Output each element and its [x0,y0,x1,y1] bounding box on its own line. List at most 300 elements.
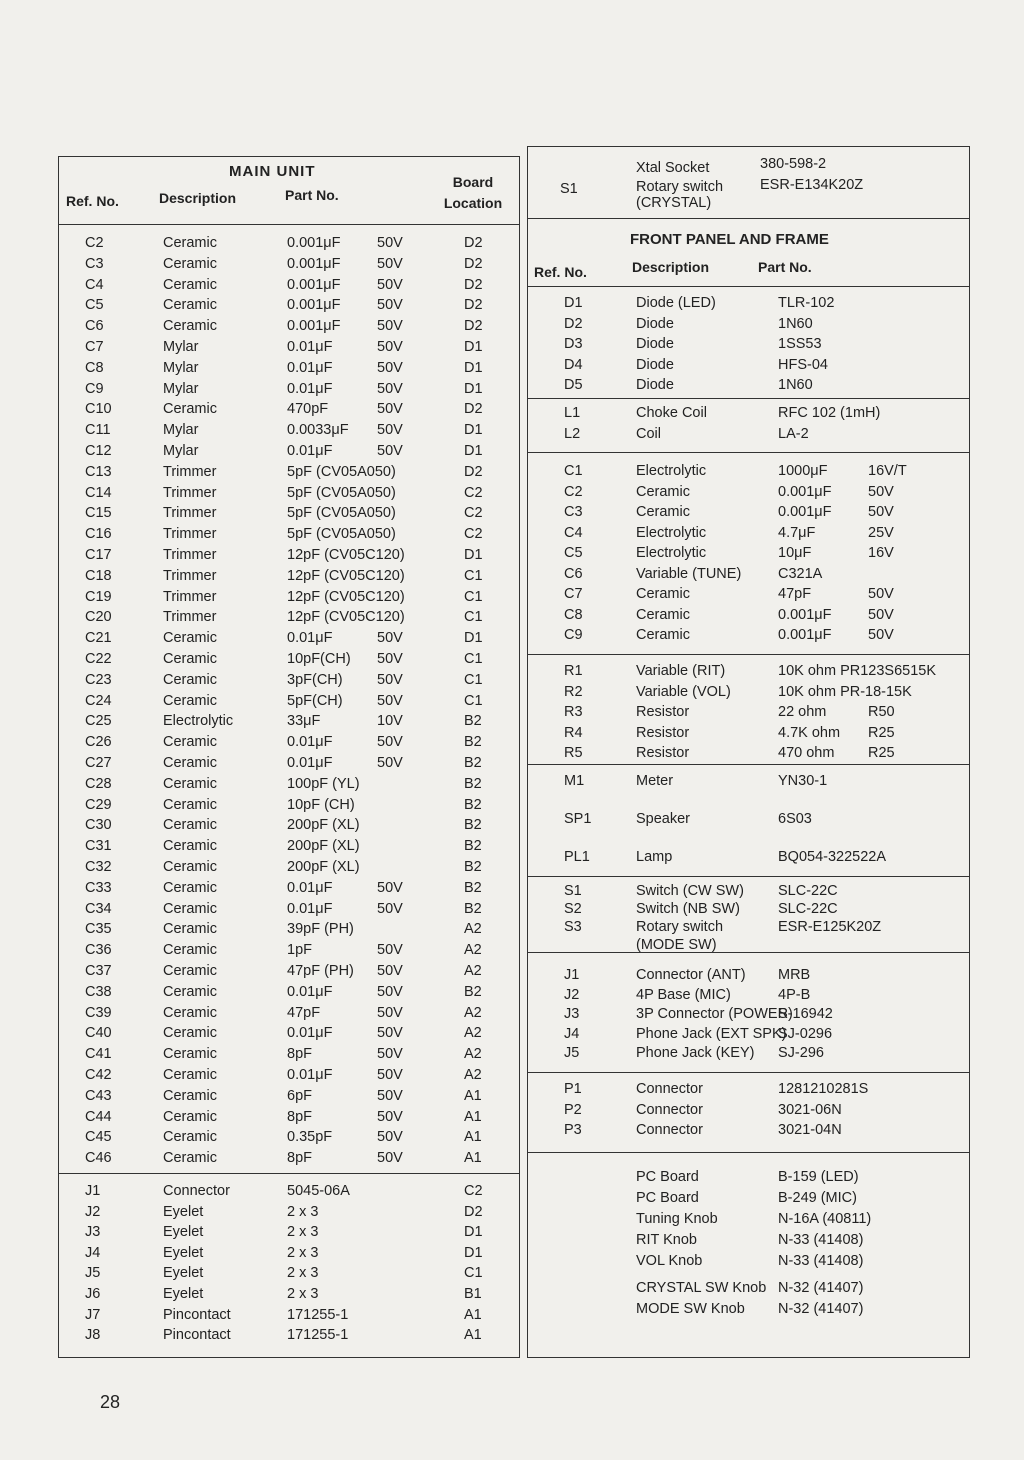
description: Ceramic [163,879,217,896]
part-no: 470 ohm [778,745,835,761]
description: Ceramic [163,276,217,293]
table-row [528,295,969,315]
description: Pincontact [163,1327,231,1344]
board-location: A2 [464,942,482,959]
part-no: 33μF [287,713,321,730]
part-no: 1281210281S [778,1081,869,1097]
ref-no: S1 [564,883,582,899]
table-row [59,318,519,338]
description: Eyelet [163,1224,204,1241]
ref-no: C40 [85,1025,112,1042]
description: Ceramic [163,859,217,875]
ref-no: M1 [564,773,585,789]
description: Eyelet [163,1244,204,1261]
table-row [59,526,519,546]
part-no: HFS-04 [778,356,828,373]
description: Meter [636,773,674,789]
board-location: B2 [464,859,482,875]
part-no: 8pF [287,1046,312,1063]
part-no: SJ-296 [778,1045,824,1061]
description: Ceramic [163,900,217,917]
voltage: 50V [377,671,403,688]
ref-no: D1 [564,295,583,311]
ref-no: C19 [85,588,112,605]
table-row [59,984,519,1004]
table-row [59,1286,519,1306]
voltage: 50V [377,942,403,959]
part-no: 0.01μF [287,900,333,917]
ref-no: J3 [85,1224,101,1241]
part-no: 0.01μF [287,1025,333,1042]
voltage: 10V [377,713,403,730]
table-row [528,357,969,377]
table-row [528,919,969,939]
description: Diode [636,336,674,352]
fp-header-part-no: Part No. [758,259,812,275]
part-no: ESR-E125K20Z [778,919,882,935]
description: Diode [636,377,674,393]
ref-no: J1 [564,967,580,983]
table-row [59,443,519,463]
description: Connector (ANT) [636,967,746,983]
part-no: N-32 (41407) [778,1301,864,1317]
part-no: SJ-0296 [778,1025,833,1042]
rating: 50V [868,504,894,520]
part-no: 12pF (CV05C120) [287,547,405,563]
description: Trimmer [163,588,217,605]
description: Lamp [636,849,673,865]
description: Ceramic [163,734,217,751]
board-location: A2 [464,1067,482,1083]
rating: 50V [868,627,894,643]
part-no: 0.001μF [778,627,832,643]
part-no: 0.001μF [287,235,341,251]
table-row [528,607,969,627]
part-no: 5pF (CV05A050) [287,463,396,480]
table-row [59,568,519,588]
table-row [528,811,969,831]
board-location: A2 [464,1004,482,1021]
description: Mylar [163,359,199,376]
table-row [59,1088,519,1108]
description: Ceramic [163,1046,217,1063]
table-row [59,485,519,505]
part-no: 0.001μF [778,606,832,623]
part-no: 39pF (PH) [287,921,354,938]
ref-no: C1 [564,463,583,479]
part-no: 0.01μF [287,630,333,647]
part-no: 6pF [287,1087,312,1104]
table-row [528,405,969,425]
description: Electrolytic [636,545,707,561]
s1-line1-part: 380-598-2 [760,156,827,172]
s1-line3-desc: (CRYSTAL) [636,195,712,211]
description: Eyelet [163,1203,204,1220]
part-no: 12pF (CV05C120) [287,609,405,626]
part-no: TLR-102 [778,295,835,311]
ref-no: P3 [564,1122,582,1138]
voltage: 50V [377,651,403,667]
table-row [59,1005,519,1025]
board-location: C2 [464,505,483,522]
part-no: SLC-22C [778,883,838,899]
part-no: 5pF (CV05A050) [287,526,396,543]
table-row [528,484,969,504]
board-location: B1 [464,1286,482,1302]
description: Ceramic [163,775,217,792]
parts-group [528,765,969,877]
part-no: 200pF (XL) [287,838,360,855]
board-location: C1 [464,692,483,709]
board-location: D1 [464,422,483,439]
part-no: MRB [778,967,811,983]
ref-no: R4 [564,724,583,741]
description: Connector [636,1122,703,1138]
ref-no: PL1 [564,849,590,865]
part-no: 2 x 3 [287,1265,319,1282]
description: Mylar [163,339,199,355]
part-no: 0.01μF [287,380,333,397]
part-no: 12pF (CV05C120) [287,588,405,605]
ref-no: R2 [564,683,583,700]
s1-line1-desc: Xtal Socket [636,160,710,176]
description: Phone Jack (KEY) [636,1045,755,1061]
table-row [528,725,969,745]
part-no: 12pF (CV05C120) [287,567,405,584]
description: Ceramic [163,1067,217,1083]
table-row [528,663,969,683]
ref-no: D3 [564,336,583,352]
table-row [59,297,519,317]
description: Ceramic [163,651,217,667]
ref-no: J3 [564,1006,580,1022]
ref-no: D5 [564,377,583,393]
part-no: 3021-04N [778,1122,842,1138]
board-location: B2 [464,734,482,751]
part-no: 0.35pF [287,1129,333,1146]
board-location: A2 [464,963,482,979]
description: Variable (TUNE) [636,565,742,582]
ref-no: C4 [85,276,104,293]
ref-no: C46 [85,1150,112,1167]
part-no: YN30-1 [778,773,828,789]
part-no: 5pF (CV05A050) [287,484,396,501]
part-no: 1SS53 [778,336,822,352]
ref-no: C3 [85,255,104,272]
board-location: D2 [464,255,483,272]
parts-group [528,287,969,399]
voltage: 50V [377,879,403,896]
description: PC Board [636,1169,699,1185]
ref-no: C7 [564,586,583,602]
description: Ceramic [163,755,217,771]
ref-no: C35 [85,921,112,938]
part-no: 0.001μF [778,483,832,500]
voltage: 50V [377,1150,403,1167]
table-row [528,316,969,336]
description: Trimmer [163,463,217,480]
description: Resistor [636,724,690,741]
table-row [528,1102,969,1122]
description: Ceramic [636,606,690,623]
table-row [59,381,519,401]
ref-no: D2 [564,315,583,332]
board-location: C2 [464,1183,483,1199]
description: Ceramic [163,1150,217,1167]
ref-no: J4 [85,1244,101,1261]
ref-no: J8 [85,1327,101,1344]
table-row [528,883,969,903]
description: Trimmer [163,547,217,563]
board-location: A1 [464,1306,482,1323]
part-no: 5045-06A [287,1183,350,1199]
description: 3P Connector (POWER) [636,1006,793,1022]
part-no: 0.001μF [287,255,341,272]
table-row [59,1046,519,1066]
table-row [59,776,519,796]
part-no: N-32 (41407) [778,1280,864,1296]
board-location: D2 [464,1203,483,1220]
description: Eyelet [163,1265,204,1282]
part-no: 200pF (XL) [287,859,360,875]
description: Resistor [636,745,690,761]
ref-no: C29 [85,796,112,813]
table-row [59,817,519,837]
crystal-switch-block [528,147,969,219]
fp-header-ref-no: Ref. No. [534,264,587,280]
table-row [59,1245,519,1265]
board-location: A1 [464,1087,482,1104]
ref-no: C45 [85,1129,112,1146]
ref-no: C9 [85,380,104,397]
part-no: 5pF (CV05A050) [287,505,396,522]
table-row [59,422,519,442]
table-row [59,339,519,359]
table-row [528,1045,969,1065]
voltage: 50V [377,1004,403,1021]
s1-ref: S1 [560,181,578,197]
board-location: A1 [464,1150,482,1167]
voltage: 50V [377,401,403,418]
board-location: B2 [464,879,482,896]
voltage: 50V [377,1046,403,1063]
description: MODE SW Knob [636,1301,745,1317]
ref-no: C16 [85,526,112,543]
ref-no: J2 [564,986,580,1003]
ref-no: C3 [564,504,583,520]
part-no: 1000μF [778,463,828,479]
rating: 50V [868,586,894,602]
part-no: 0.01μF [287,1067,333,1083]
table-row [528,1253,969,1273]
voltage: 50V [377,235,403,251]
part-no: 10pF (CH) [287,796,355,813]
table-row [528,745,969,765]
ref-no: C43 [85,1087,112,1104]
part-no: N-16A (40811) [778,1211,872,1227]
parts-group [528,953,969,1073]
description: Ceramic [163,817,217,834]
table-row [528,1169,969,1189]
description: Connector [636,1081,703,1097]
description: Ceramic [163,1025,217,1042]
board-location: D2 [464,463,483,480]
ref-no: C23 [85,671,112,688]
ref-no: C32 [85,859,112,875]
part-no: 100pF (YL) [287,775,360,792]
board-location: D1 [464,380,483,397]
table-row [528,586,969,606]
table-row [59,1224,519,1244]
part-no: 0.0033μF [287,422,349,439]
description: Trimmer [163,526,217,543]
part-no: 0.01μF [287,879,333,896]
table-row [59,1025,519,1045]
board-location: A2 [464,921,482,938]
table-row [59,1265,519,1285]
description: Rotary switch [636,919,724,935]
table-row [528,1211,969,1231]
ref-no: C39 [85,1004,112,1021]
description: Resistor [636,704,690,720]
board-location: C2 [464,526,483,543]
ref-no: J7 [85,1306,101,1323]
voltage: 50V [377,1025,403,1042]
table-row [59,1109,519,1129]
ref-no: C5 [564,545,583,561]
header-board-line2: Location [443,195,503,211]
description: Coil [636,425,661,442]
ref-no: C42 [85,1067,112,1083]
part-no: 3pF(CH) [287,671,343,688]
description: Ceramic [163,235,217,251]
description: Ceramic [163,1108,217,1125]
part-no: 3021-06N [778,1101,842,1118]
description: Mylar [163,443,199,459]
ref-no: C17 [85,547,112,563]
board-location: C1 [464,588,483,605]
table-row [528,849,969,869]
table-row [528,1280,969,1300]
part-no: 47pF [778,586,812,602]
voltage: 50V [377,734,403,751]
table-row [59,630,519,650]
ref-no: L1 [564,405,581,421]
board-location: D2 [464,276,483,293]
main-unit-divider [59,1173,519,1174]
main-unit-table [58,156,520,1358]
rating: 25V [868,524,894,541]
parts-group [528,655,969,765]
part-no: 0.01μF [287,443,333,459]
fp-header-description: Description [632,259,710,275]
description: Ceramic [163,838,217,855]
voltage: 50V [377,692,403,709]
rating: 50V [868,606,894,623]
description: Switch (NB SW) [636,901,740,917]
description: Electrolytic [163,713,234,730]
ref-no: R3 [564,704,583,720]
description: Ceramic [636,483,690,500]
table-row [59,921,519,941]
ref-no: C38 [85,983,112,1000]
voltage: 50V [377,422,403,439]
voltage: 50V [377,755,403,771]
description: Ceramic [163,671,217,688]
ref-no: C26 [85,734,112,751]
ref-no: C44 [85,1108,112,1125]
part-no: S-16942 [778,1006,833,1022]
part-no: 47pF (PH) [287,963,354,979]
board-location: C1 [464,609,483,626]
ref-no: P1 [564,1081,582,1097]
part-no: 171255-1 [287,1306,349,1323]
header-part-no: Part No. [285,187,339,203]
table-row [59,838,519,858]
rating: R25 [868,745,895,761]
board-location: B2 [464,838,482,855]
parts-group [528,1153,969,1357]
description: Electrolytic [636,463,707,479]
table-row [528,967,969,987]
description: Ceramic [163,963,217,979]
parts-group [528,877,969,953]
ref-no: P2 [564,1101,582,1118]
voltage: 50V [377,255,403,272]
ref-no: C31 [85,838,112,855]
table-row [528,377,969,397]
part-no: 2 x 3 [287,1224,319,1241]
description: RIT Knob [636,1232,697,1248]
table-row [59,1204,519,1224]
part-no: 22 ohm [778,704,827,720]
table-row [59,755,519,775]
part-no: 6S03 [778,811,812,827]
table-row [59,651,519,671]
ref-no: C9 [564,627,583,643]
description: Connector [163,1183,230,1199]
description: Trimmer [163,505,217,522]
part-no: 1pF [287,942,312,959]
table-row [59,1307,519,1327]
part-no: 10pF(CH) [287,651,351,667]
voltage: 50V [377,359,403,376]
description: Choke Coil [636,405,707,421]
board-location: D1 [464,630,483,647]
ref-no: C37 [85,963,112,979]
table-row [528,566,969,586]
description: Mylar [163,422,199,439]
ref-no: C8 [564,606,583,623]
voltage: 50V [377,1067,403,1083]
part-no: 47pF [287,1004,321,1021]
table-row [59,859,519,879]
page-number: 28 [100,1392,121,1412]
ref-no: C11 [85,422,111,439]
board-location: D2 [464,318,483,335]
table-row [528,684,969,704]
part-no: C321A [778,565,823,582]
part-no: SLC-22C [778,901,838,917]
table-row [528,1190,969,1210]
board-location: B2 [464,713,482,730]
part-no: 4P-B [778,986,811,1003]
table-row [528,704,969,724]
table-row [59,589,519,609]
table-row [528,1081,969,1101]
part-no: 0.001μF [287,318,341,335]
part-no: BQ054-322522A [778,849,887,865]
